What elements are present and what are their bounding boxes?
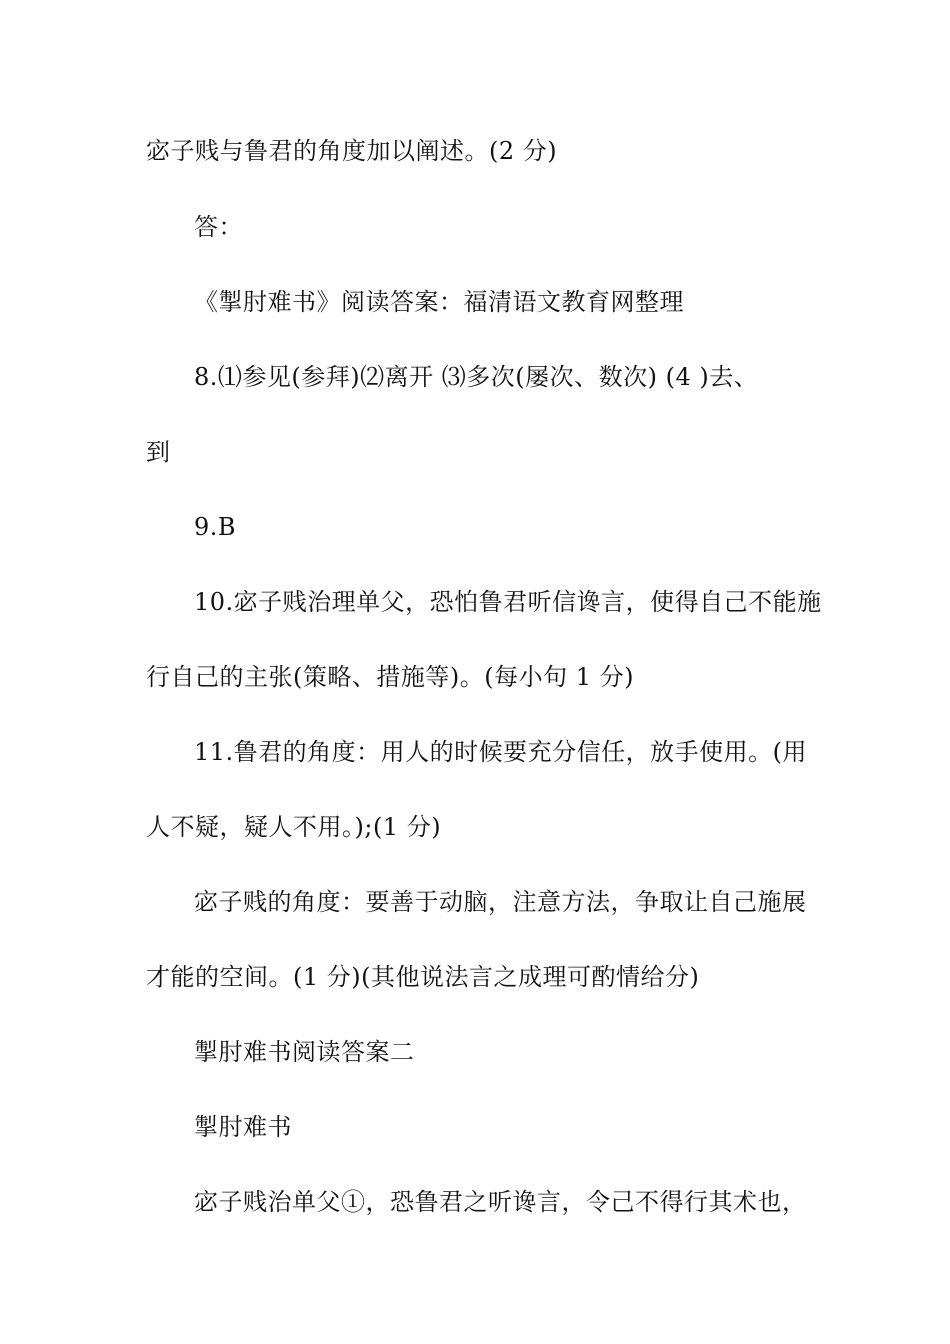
answer-heading: 《掣肘难书》阅读答案：福清语文教育网整理: [194, 288, 684, 316]
answer-8-line-1: 8.⑴参见(参拜)⑵离开 ⑶多次(屡次、数次) (4 )去、: [194, 363, 759, 391]
answer-11-line-2: 人不疑，疑人不用。);(1 分): [146, 813, 442, 841]
answer-label: 答：: [194, 213, 243, 241]
answer-9: 9.B: [194, 513, 237, 541]
answer-10-line-2: 行自己的主张(策略、措施等)。(每小句 1 分): [146, 663, 634, 691]
passage-line-1: 宓子贱治单父①，恐鲁君之听谗言，令己不得行其术也，: [194, 1188, 807, 1216]
answer-11-line-3: 宓子贱的角度：要善于动脑，注意方法，争取让自己施展: [194, 888, 807, 916]
answer-10-line-1: 10.宓子贱治理单父，恐怕鲁君听信谗言，使得自己不能施: [194, 588, 822, 616]
answer-11-line-1: 11.鲁君的角度：用人的时候要充分信任，放手使用。(用: [194, 738, 808, 766]
passage-title: 掣肘难书: [194, 1113, 292, 1141]
text-line-continuation: 宓子贱与鲁君的角度加以阐述。(2 分): [146, 137, 558, 165]
answer-8-line-2: 到: [146, 438, 171, 466]
answer-11-line-4: 才能的空间。(1 分)(其他说法言之成理可酌情给分): [146, 963, 700, 991]
section-heading-answer-two: 掣肘难书阅读答案二: [194, 1038, 415, 1066]
